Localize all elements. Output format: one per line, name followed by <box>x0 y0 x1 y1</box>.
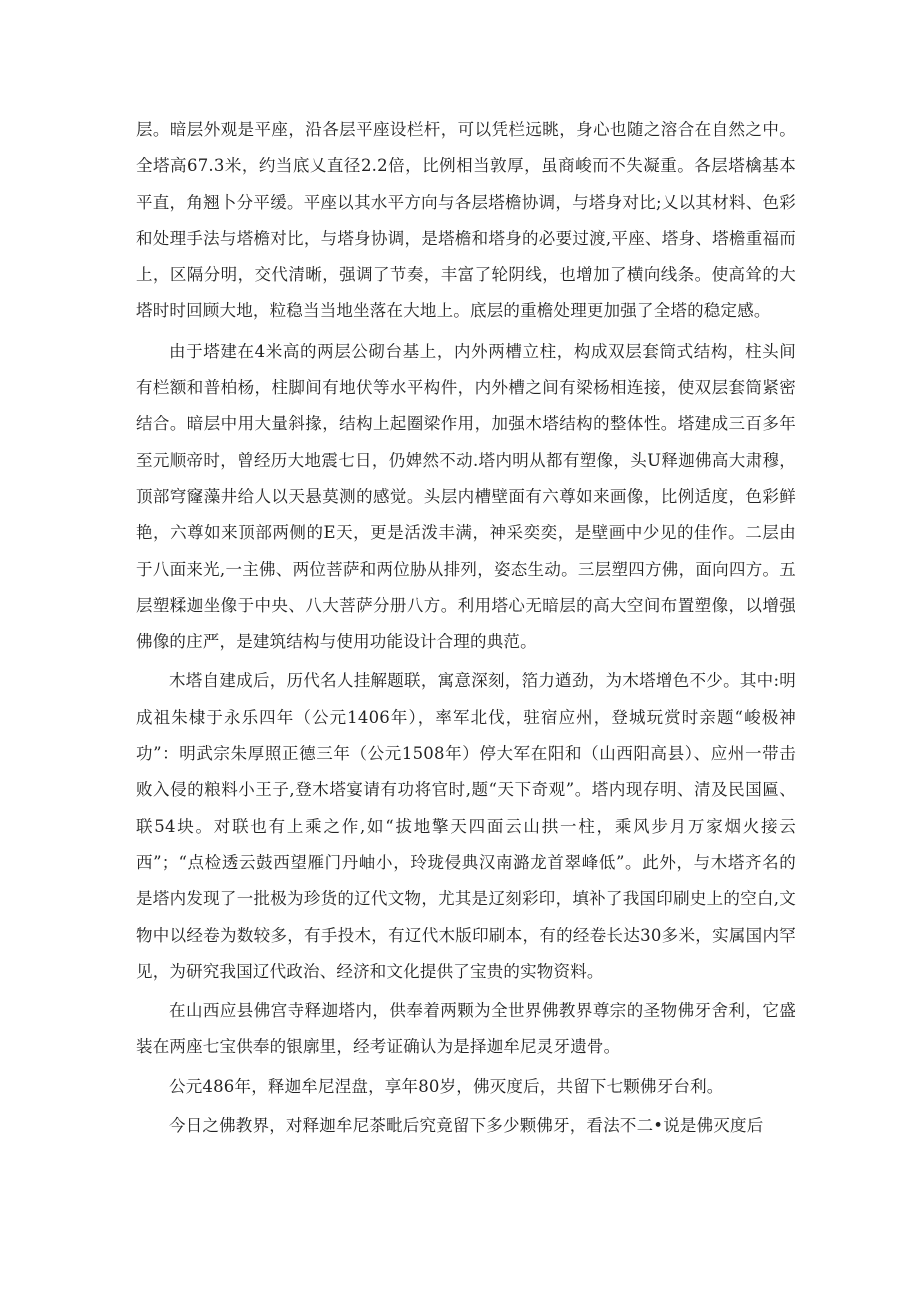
paragraph-4: 在山西应县佛宫寺释迦塔内，供奉着两颗为全世界佛教界尊宗的圣物佛牙舍利，它盛装在两座七宝供奉的银廓里，经考证确认为是择迦牟尼灵牙遗骨。 <box>136 1001 796 1057</box>
paragraph-3: 木塔自建成后，历代名人挂解题联，寓意深刻，箔力遒劲，为木塔增色不少。其中:明成祖朱棣于永乐四年（公元1406年），率军北伐，驻宿应州，登城玩赏时亲题“峻极神功”：明武宗朱厚照正德三年（公元1508年）停大军在阳和（山西阳高县）、应州一带击败入侵的粮料小王子,登木塔宴请有功将官时,题“天下奇观”。塔内现存明、清及民国匾、联54块。对联也有上乘之作,如“拔地擎天四面云山拱一柱，乘风步月万家烟火接云西”；“点检透云鼓西望雁门丹岫小，玲珑侵典汉南潞龙首翠峰低”。此外，与木塔齐名的是塔内发现了一批极为珍货的辽代文物，尤其是辽刻彩印，填补了我国印刷史上的空白,文物中以经卷为数较多，有手投木，有辽代木版印刷本，有的经卷长达30多米，实属国内罕见，为研究我国辽代政治、经济和文化提供了宝贵的实物资料。 <box>136 671 796 981</box>
article-body <box>136 112 796 1144</box>
paragraph-2: 由于塔建在4米高的两层公砌台基上，内外两槽立柱，构成双层套筒式结构，柱头间有栏额和普柏杨，柱脚间有地伏等水平构件，内外槽之间有梁杨相连接，使双层套筒紧密结合。暗层中用大量斜掾，结构上起圈梁作用，加强木塔结构的整体性。塔建成三百多年至元顺帝时，曾经历大地震七日，仍婢然不动.塔内明从都有塑像，头U释迦佛高大肃穆，顶部穹窿藻井给人以天悬莫测的感觉。头层内槽壁面有六尊如来画像，比例适度，色彩鲜艳，六尊如来顶部两侧的E天，更是活泼丰满，神采奕奕，是壁画中少见的佳作。二层由于八面来光,一主佛、两位菩萨和两位胁从排列，姿态生动。三层塑四方佛，面向四方。五层塑糅迦坐像于中央、八大菩萨分册八方。利用塔心无暗层的高大空间布置塑像，以增强佛像的庄严，是建筑结构与使用功能设计合理的典范。 <box>136 341 796 652</box>
paragraph-6: 今日之佛教界，对释迦牟尼茶毗后究竟留下多少颗佛牙，看法不二•说是佛灭度后 <box>169 1116 764 1136</box>
paragraph-1: 层。暗层外观是平座，沿各层平座设栏杆，可以凭栏远眺，身心也随之溶合在自然之中。全塔高67.3米，约当底乂直径2.2倍，比例相当敦厚，虽商峻而不失凝重。各层塔檎基本平直，角翘卜分平缓。平座以其水平方向与各层塔檐协调，与塔身对比;乂以其材料、色彩和处理手法与塔檐对比，与塔身协调，是塔檐和塔身的必要过渡,平座、塔身、塔檐重福而上，区隔分明，交代清晰，强调了节奏，丰富了轮阴线，也增加了横向线条。使高耸的大塔时时回顾大地，粒稳当当地坐落在大地上。底层的重檐处理更加强了全塔的稳定感。 <box>136 120 796 321</box>
paragraph-5: 公元486年，释迦牟尼涅盘，享年80岁，佛灭度后，共留下七颗佛牙台利。 <box>169 1076 724 1096</box>
